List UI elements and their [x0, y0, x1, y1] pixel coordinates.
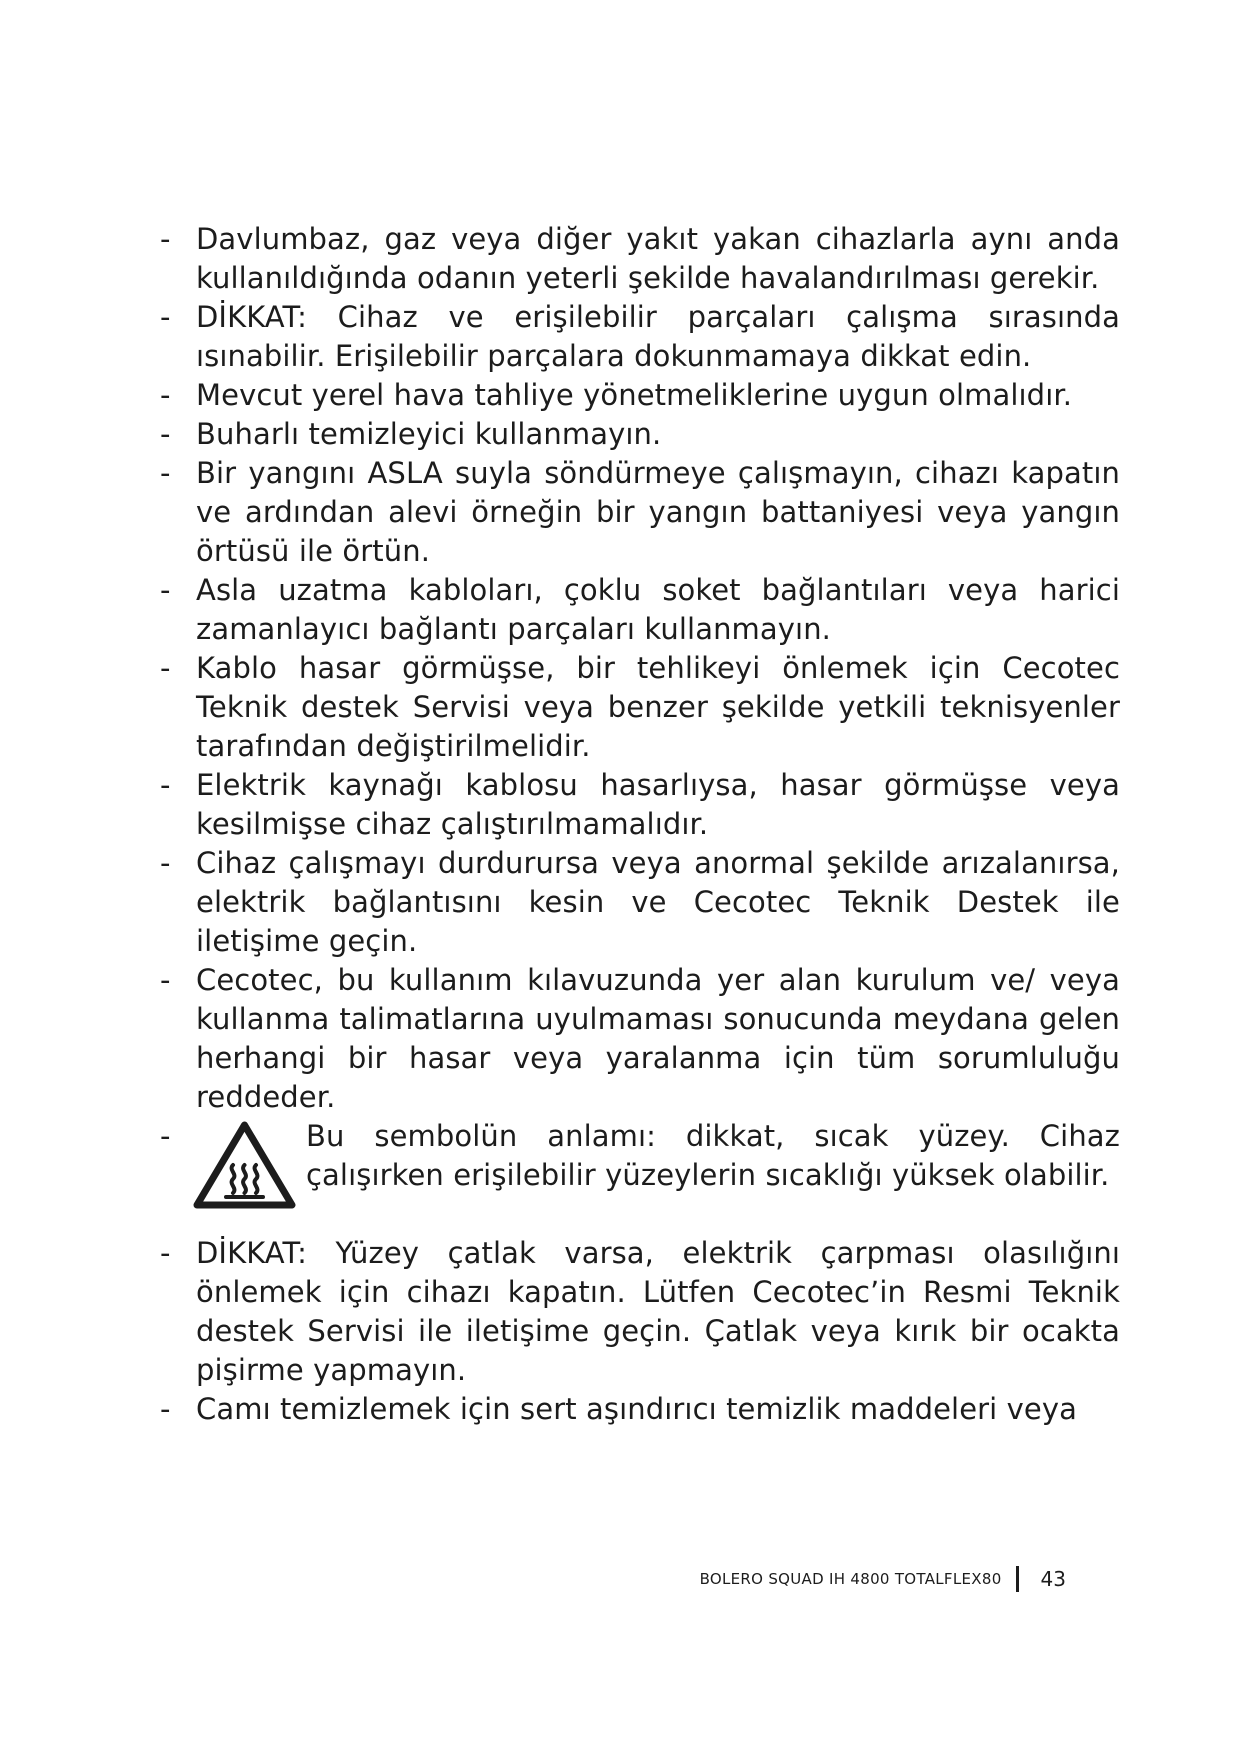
hot-surface-warning-icon [192, 1119, 297, 1211]
list-item [160, 844, 1120, 961]
list-dash: - [160, 378, 171, 412]
list-dash: - [160, 963, 171, 997]
list-item [160, 220, 1120, 298]
page-number: 43 [1040, 1567, 1066, 1591]
list-item [160, 571, 1120, 649]
list-dash: - [160, 222, 171, 256]
hot-surface-symbol-item [160, 1117, 1120, 1234]
list-dash: - [160, 417, 171, 451]
list-dash: - [160, 768, 171, 802]
list-item [160, 766, 1120, 844]
list-item-text: Davlumbaz, gaz veya diğer yakıt yakan cihazlarla aynı anda kullanıldığında odanın yeterli şekilde havalandırılması gerekir. [196, 222, 1120, 295]
list-item-text: Elektrik kaynağı kablosu hasarlıysa, hasar görmüşse veya kesilmişse cihaz çalıştırılmamalıdır. [196, 768, 1120, 841]
list-dash: - [160, 300, 171, 334]
list-item [160, 298, 1120, 376]
product-model-name: BOLERO SQUAD IH 4800 TOTALFLEX80 [699, 1570, 1002, 1588]
list-dash: - [160, 1392, 171, 1426]
list-dash: - [160, 651, 171, 685]
list-item-text: DİKKAT: Yüzey çatlak varsa, elektrik çarpması olasılığını önlemek için cihazı kapatın. Lütfen Cecotec’in Resmi Teknik destek Servisi ile iletişime geçin. Çatlak veya kırık bir ocakta pişirme yapmayın. [196, 1236, 1120, 1387]
list-dash: - [160, 456, 171, 490]
list-item [160, 376, 1120, 415]
list-dash: - [160, 1236, 171, 1270]
list-item [160, 649, 1120, 766]
list-item-text: Cecotec, bu kullanım kılavuzunda yer alan kurulum ve/ veya kullanma talimatlarına uyulmaması sonucunda meydana gelen herhangi bir hasar veya yaralanma için tüm sorumluluğu reddeder. [196, 963, 1120, 1114]
list-item-text: Bir yangını ASLA suyla söndürmeye çalışmayın, cihazı kapatın ve ardından alevi örneğin bir yangın battaniyesi veya yangın örtüsü ile örtün. [196, 456, 1120, 568]
list-item-text: Camı temizlemek için sert aşındırıcı temizlik maddeleri veya [196, 1392, 1077, 1426]
list-item [160, 961, 1120, 1117]
list-item-text: Asla uzatma kabloları, çoklu soket bağlantıları veya harici zamanlayıcı bağlantı parçaları kullanmayın. [196, 573, 1120, 646]
symbol-description: Bu sembolün anlamı: dikkat, sıcak yüzey. Cihaz çalışırken erişilebilir yüzeylerin sıcaklığı yüksek olabilir. [306, 1119, 1120, 1192]
list-item [160, 454, 1120, 571]
list-item [160, 1390, 1120, 1429]
list-item-text: Cihaz çalışmayı durdurursa veya anormal şekilde arızalanırsa, elektrik bağlantısını kesin ve Cecotec Teknik Destek ile iletişime geçin. [196, 846, 1120, 958]
list-item-text: Kablo hasar görmüşse, bir tehlikeyi önlemek için Cecotec Teknik destek Servisi veya benzer şekilde yetkili teknisyenler tarafından değiştirilmelidir. [196, 651, 1120, 763]
page-footer [700, 1566, 1066, 1592]
list-item-text: DİKKAT: Cihaz ve erişilebilir parçaları çalışma sırasında ısınabilir. Erişilebilir parçalara dokunmamaya dikkat edin. [196, 300, 1120, 373]
safety-instructions-list [160, 220, 1120, 1429]
list-item-text: Mevcut yerel hava tahliye yönetmeliklerine uygun olmalıdır. [196, 378, 1073, 412]
list-item [160, 1234, 1120, 1390]
list-dash: - [160, 846, 171, 880]
footer-divider [1016, 1566, 1019, 1592]
list-item [160, 415, 1120, 454]
list-dash: - [160, 1119, 171, 1153]
list-dash: - [160, 573, 171, 607]
list-item-text: Buharlı temizleyici kullanmayın. [196, 417, 662, 451]
